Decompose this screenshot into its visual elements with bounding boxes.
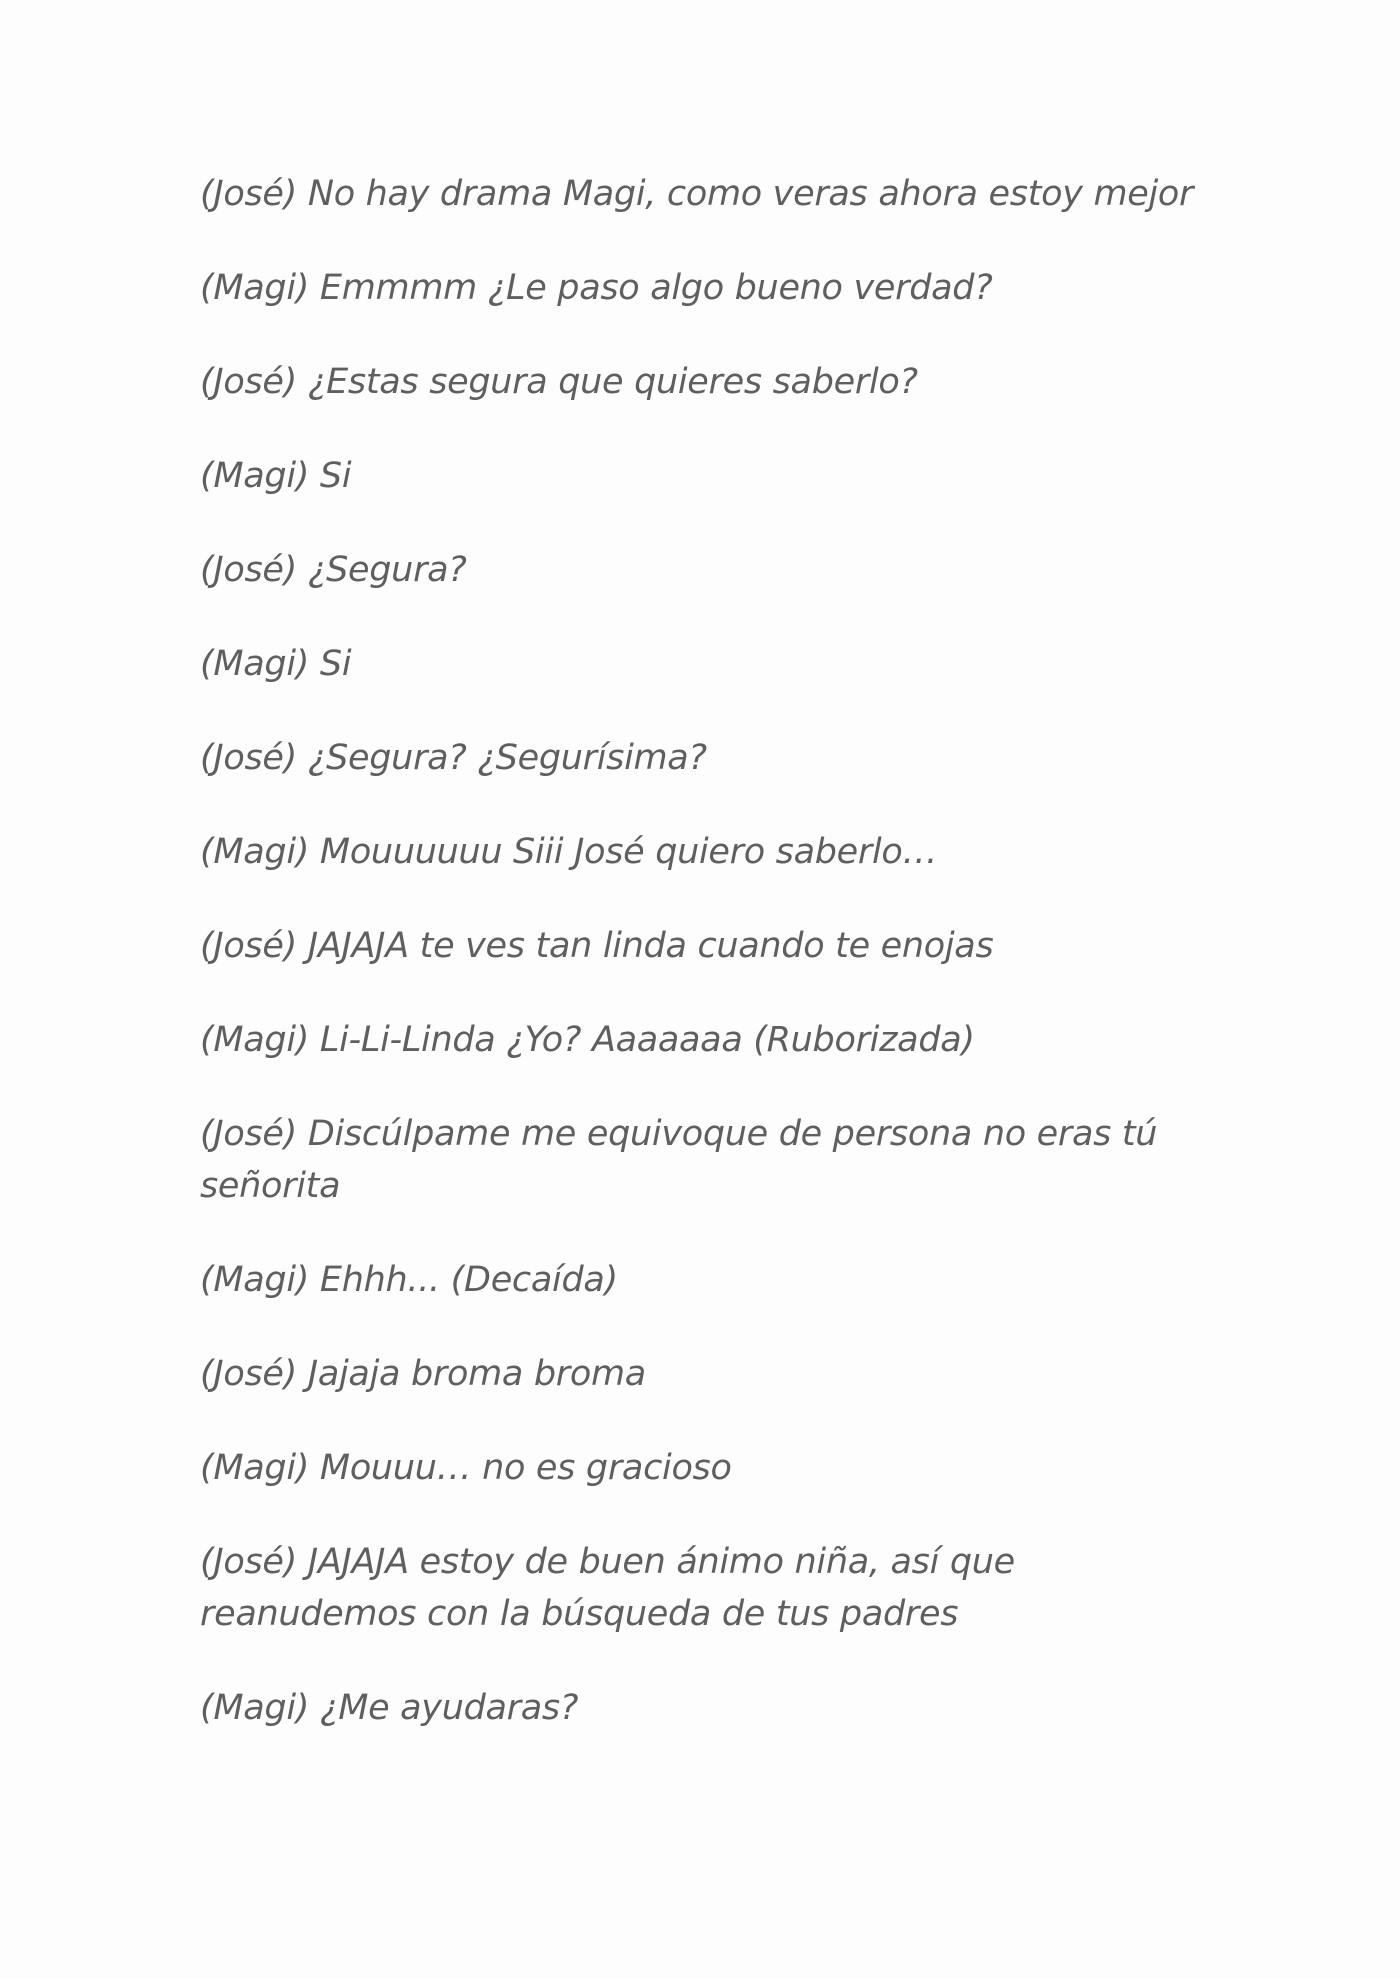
dialogue-line: (Magi) ¿Me ayudaras? xyxy=(200,1688,579,1728)
dialogue-line: (Magi) Emmmm ¿Le paso algo bueno verdad? xyxy=(200,268,993,308)
dialogue-line: (Magi) Si xyxy=(200,456,352,496)
dialogue-line: (José) ¿Estas segura que quieres saberlo? xyxy=(200,362,918,402)
dialogue-line: (José) JAJAJA estoy de buen ánimo niña, así que reanudemos con la búsqueda de tus padres xyxy=(200,1542,1015,1634)
dialogue-line: (José) JAJAJA te ves tan linda cuando te enojas xyxy=(200,926,994,966)
dialogue-line: (José) Discúlpame me equivoque de persona no eras tú señorita xyxy=(200,1114,1158,1206)
dialogue-line: (Magi) Mouuu… no es gracioso xyxy=(200,1448,732,1488)
dialogue-line: (Magi) Ehhh... (Decaída) xyxy=(200,1260,618,1300)
dialogue-line: (José) Jajaja broma broma xyxy=(200,1354,646,1394)
dialogue-line: (Magi) Li-Li-Linda ¿Yo? Aaaaaaa (Ruborizada) xyxy=(200,1020,975,1060)
dialogue-line: (Magi) Mouuuuuu Siii José quiero saberlo… xyxy=(200,832,938,872)
dialogue-lines xyxy=(200,168,1210,1776)
dialogue-line: (José) No hay drama Magi, como veras ahora estoy mejor xyxy=(200,174,1194,214)
dialogue-line: (José) ¿Segura? xyxy=(200,550,467,590)
dialogue-line: (Magi) Si xyxy=(200,644,352,684)
dialogue-line: (José) ¿Segura? ¿Segurísima? xyxy=(200,738,707,778)
